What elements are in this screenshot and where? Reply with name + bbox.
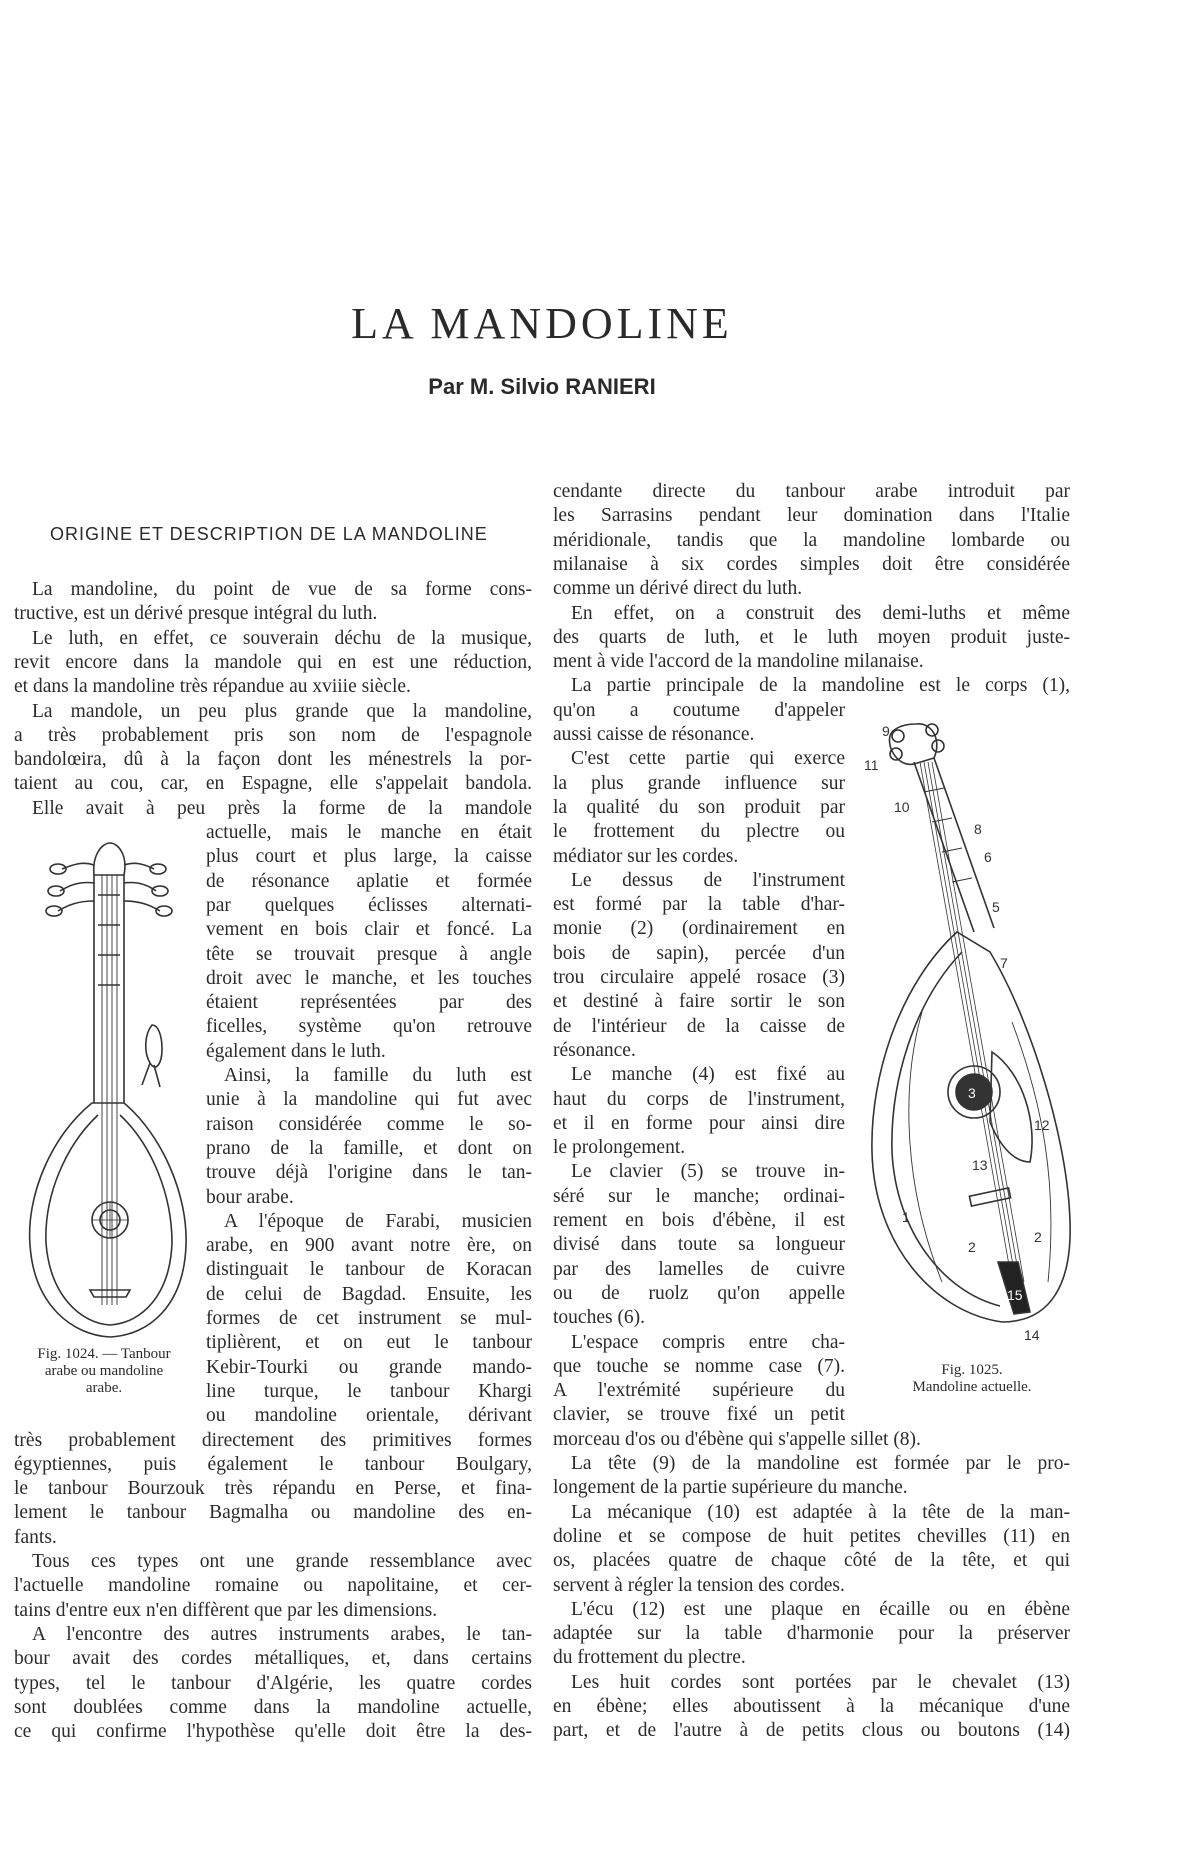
text-line: bour arabe.: [206, 1186, 294, 1208]
text-line: cendante directe du tanbour arabe introduit par: [553, 481, 1070, 502]
text-line: formes de cet instrument se mul-: [206, 1308, 532, 1329]
text-line: le tanbour Bourzouk très répandu en Perse, et fina-: [14, 1478, 532, 1500]
text-line: comme un dérivé direct du luth.: [553, 578, 803, 600]
text-line: ficelles, système qu'on retrouve: [206, 1016, 532, 1038]
fig-label-10: 10: [894, 799, 910, 815]
caption-fig-1024: [14, 1346, 194, 1397]
text-line: doline et se compose de huit petites chevilles (11) en: [553, 1525, 1070, 1547]
text-line: en ébène; elles aboutissent à la mécanique d'une: [553, 1696, 1070, 1717]
text-line: trou circulaire appelé rosace (3): [553, 967, 845, 988]
text-line: milanaise à six cordes simples doit être considérée: [553, 553, 1070, 575]
text-line: types, tel le tanbour d'Algérie, les quatre cordes: [14, 1672, 532, 1694]
text-line: et dans la mandoline très répandue au xviiie siècle.: [14, 676, 411, 698]
text-line: fants.: [14, 1526, 57, 1548]
text-line: tains d'entre eux n'en diffèrent que par les dimensions.: [14, 1599, 438, 1621]
text-line: le frottement du plectre ou: [553, 821, 845, 843]
text-line: bandolœira, dû à la façon dont les ménestrels la por-: [14, 749, 532, 771]
text-line: bour avait des cordes métalliques, et, dans certains: [14, 1648, 532, 1670]
text-line: servent à régler la tension des cordes.: [553, 1574, 845, 1596]
text-line: unie à la mandoline qui fut avec: [206, 1089, 532, 1111]
text-line: Le luth, en effet, ce souverain déchu de la musique,: [32, 627, 532, 649]
text-line: actuelle, mais le manche en était: [206, 822, 532, 843]
figure-tanbour-arabe: [22, 835, 192, 1345]
text-line: a très probablement pris son nom de l'espagnole: [14, 724, 532, 746]
text-line: ce qui confirme l'hypothèse qu'elle doit être la des-: [14, 1721, 532, 1743]
text-line: de résonance aplatie et formée: [206, 870, 532, 892]
text-line: tête se trouvait presque à angle: [206, 943, 532, 965]
text-line: étaient représentées par des: [206, 992, 532, 1014]
text-line: La tête (9) de la mandoline est formée par le pro-: [571, 1453, 1070, 1474]
text-line: égyptiennes, puis également le tanbour Boulgary,: [14, 1453, 532, 1475]
text-line: adaptée sur la table d'harmonie pour la préserver: [553, 1623, 1070, 1645]
text-line: Le dessus de l'instrument: [571, 869, 845, 891]
caption-line: arabe ou mandoline: [44, 1363, 164, 1379]
text-line: ou de ruolz qu'on appelle: [553, 1282, 845, 1304]
text-line: rement en bois d'ébène, il est: [553, 1210, 845, 1231]
fig-label-11: 11: [864, 757, 879, 773]
text-line: du frottement du plectre.: [553, 1647, 746, 1669]
text-line: séré sur le manche; ordinai-: [553, 1185, 845, 1207]
text-line: raison considérée comme le so-: [206, 1113, 532, 1135]
text-line: résonance.: [553, 1039, 636, 1061]
caption-fig-1025: [872, 1362, 1072, 1396]
text-line: distinguait le tanbour de Koracan: [206, 1259, 532, 1281]
text-line: méridionale, tandis que la mandoline lombarde ou: [553, 529, 1070, 551]
text-line: arabe, en 900 avant notre ère, on: [206, 1235, 532, 1257]
text-line: C'est cette partie qui exerce: [571, 748, 845, 770]
fig-label-2b: 2: [1034, 1229, 1042, 1245]
article-title: LA MANDOLINE: [351, 299, 733, 348]
text-line: que touche se nomme case (7).: [553, 1355, 845, 1377]
text-line: Le manche (4) est fixé au: [571, 1064, 845, 1086]
text-line: La mandoline, du point de vue de sa forme cons-: [32, 579, 532, 600]
figure-mandoline-actuelle: [862, 722, 1077, 1352]
section-heading: ORIGINE ET DESCRIPTION DE LA MANDOLINE: [50, 524, 488, 544]
text-line: monie (2) (ordinairement en: [553, 918, 845, 940]
caption-line: Fig. 1025.: [941, 1362, 1003, 1378]
text-line: des quarts de luth, et le luth moyen produit juste-: [553, 626, 1070, 648]
text-line: revit encore dans la mandole qui en est une réduction,: [14, 651, 532, 673]
text-line: et il en forme pour ainsi dire: [553, 1112, 845, 1134]
caption-line: Mandoline actuelle.: [912, 1379, 1032, 1395]
fig-label-6: 6: [984, 849, 992, 865]
text-line: clavier, se trouve fixé un petit: [553, 1404, 845, 1426]
fig-label-9: 9: [882, 723, 890, 739]
text-line: et destiné à faire sortir le son: [553, 991, 845, 1013]
text-line: ou mandoline orientale, dérivant: [206, 1405, 532, 1427]
text-line: A l'époque de Farabi, musicien: [224, 1210, 532, 1232]
text-line: Kebir-Tourki ou grande mando-: [206, 1356, 532, 1378]
text-line: longement de la partie supérieure du manche.: [553, 1477, 908, 1499]
text-line: La partie principale de la mandoline est le corps (1),: [571, 675, 1070, 697]
text-line: La mécanique (10) est adaptée à la tête de la man-: [571, 1501, 1070, 1523]
text-line: aussi caisse de résonance.: [553, 724, 755, 745]
fig-label-2a: 2: [968, 1239, 976, 1255]
text-line: est formé par la table d'har-: [553, 894, 845, 916]
text-line: haut du corps de l'instrument,: [553, 1088, 845, 1110]
text-line: prano de la famille, et dont on: [206, 1137, 532, 1159]
text-line: plus court et plus large, la caisse: [206, 846, 532, 868]
text-line: tructive, est un dérivé presque intégral du luth.: [14, 603, 378, 625]
text-line: la qualité du son produit par: [553, 796, 845, 818]
text-line: la plus grande influence sur: [553, 772, 845, 794]
text-line: A l'extrémité supérieure du: [553, 1380, 845, 1402]
text-line: A l'encontre des autres instruments arabes, le tan-: [32, 1623, 532, 1645]
caption-line: arabe.: [85, 1380, 123, 1396]
text-line: L'écu (12) est une plaque en écaille ou en ébène: [571, 1598, 1070, 1620]
text-line: Tous ces types ont une grande ressemblance avec: [32, 1551, 532, 1572]
text-line: tiplièrent, et on eut le tanbour: [206, 1332, 532, 1354]
fig-label-1: 1: [902, 1209, 910, 1225]
text-line: l'actuelle mandoline romaine ou napolitaine, et cer-: [14, 1575, 532, 1597]
text-line: vement en bois clair et foncé. La: [206, 919, 532, 941]
text-line: La mandole, un peu plus grande que la mandoline,: [32, 700, 532, 722]
text-line: touches (6).: [553, 1307, 646, 1329]
text-line: bois de sapin), percée d'un: [553, 942, 845, 964]
text-line: par des lamelles de cuivre: [553, 1258, 845, 1280]
fig-label-12: 12: [1034, 1117, 1050, 1133]
text-line: Le clavier (5) se trouve in-: [571, 1161, 845, 1183]
text-line: divisé dans toute sa longueur: [553, 1234, 845, 1256]
text-line: En effet, on a construit des demi-luths et même: [571, 602, 1070, 624]
text-line: line turque, le tanbour Khargi: [206, 1380, 532, 1402]
text-line: part, et de l'autre à de petits clous ou boutons (14): [553, 1720, 1070, 1742]
fig-label-13: 13: [972, 1157, 988, 1173]
caption-line: Fig. 1024. — Tanbour: [37, 1346, 171, 1362]
text-line: Ainsi, la famille du luth est: [224, 1065, 532, 1086]
fig-label-8: 8: [974, 821, 982, 837]
text-line: de celui de Bagdad. Ensuite, les: [206, 1283, 532, 1305]
fig-label-3: 3: [968, 1085, 976, 1101]
text-line: très probablement directement des primitives formes: [14, 1429, 532, 1451]
text-line: qu'on a coutume d'appeler: [553, 699, 845, 721]
text-line: morceau d'os ou d'ébène qui s'appelle sillet (8).: [553, 1428, 921, 1450]
text-line: Elle avait à peu près la forme de la mandole: [32, 797, 532, 819]
text-line: sont doublées comme dans la mandoline actuelle,: [14, 1696, 532, 1718]
fig-label-7: 7: [1000, 955, 1008, 971]
text-line: médiator sur les cordes.: [553, 845, 739, 867]
text-line: de l'intérieur de la caisse de: [553, 1015, 845, 1037]
text-line: droit avec le manche, et les touches: [206, 967, 532, 989]
text-line: Les huit cordes sont portées par le chevalet (13): [571, 1671, 1070, 1693]
text-line: taient au cou, car, en Espagne, elle s'appelait bandola.: [14, 773, 532, 795]
fig-label-14: 14: [1024, 1327, 1040, 1343]
text-line: trouve déjà l'origine dans le tan-: [206, 1162, 532, 1184]
fig-label-5: 5: [992, 899, 1000, 915]
text-line: ment à vide l'accord de la mandoline milanaise.: [553, 651, 924, 673]
text-line: os, placées quatre de chaque côté de la tête, et qui: [553, 1550, 1070, 1572]
text-line: également dans le luth.: [206, 1040, 386, 1062]
text-line: le prolongement.: [553, 1137, 686, 1159]
article-author: Par M. Silvio RANIERI: [428, 374, 656, 399]
text-line: les Sarrasins pendant leur domination dans l'Italie: [553, 505, 1070, 527]
text-line: lement le tanbour Bagmalha ou mandoline des en-: [14, 1502, 532, 1524]
text-line: L'espace compris entre cha-: [571, 1331, 845, 1353]
text-line: par quelques éclisses alternati-: [206, 894, 532, 916]
fig-label-15: 15: [1007, 1287, 1023, 1303]
